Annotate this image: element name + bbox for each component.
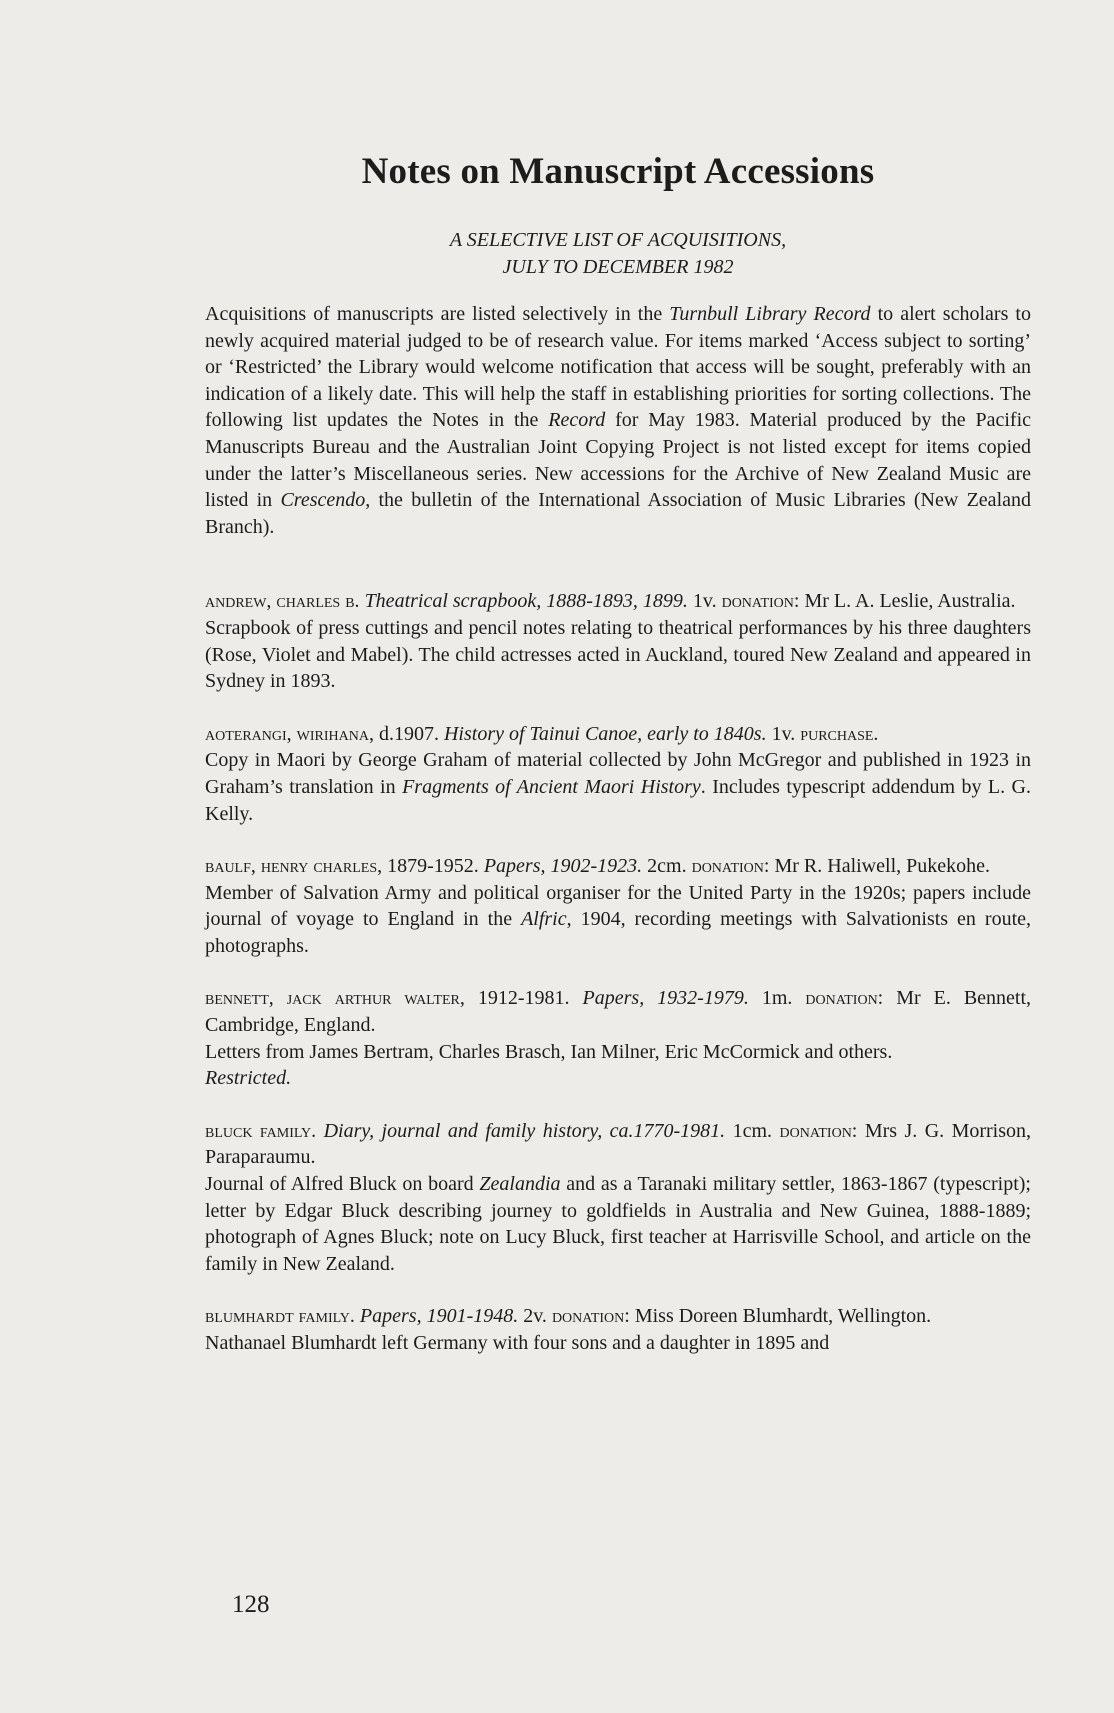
intro-paragraph [205,301,1031,540]
entry-source: Mr L. A. Leslie, Australia. [804,590,1016,613]
entry-acquisition-type: purchase. [800,722,879,745]
entry-dates: d.1907. [378,722,439,745]
entry-title: Papers, 1932-1979. [582,987,749,1010]
entry-title: Papers, 1902-1923. [483,855,643,878]
description-text: . Includes typescript addendum by L. G. Kelly. [205,775,1031,825]
entry-title: Diary, journal and family history, ca.1770-1981. [323,1119,726,1142]
entry-heading [205,588,1031,615]
entry-dates: 1912-1981. [477,987,570,1010]
entry-description: Scrapbook of press cuttings and pencil notes relating to theatrical performances by his three daughters (Rose, Violet and Mabel). The child actresses acted in Auckland, toured New Zealand and appeared in Sydney in 1893. [205,616,1031,693]
entry-extent: 1cm. [732,1119,773,1142]
accession-entry [205,588,1031,694]
entry-heading [205,985,1031,1038]
intro-italic: Turnbull Library Record [669,303,871,325]
entry-description [205,747,1031,827]
entry-description [205,1171,1031,1277]
description-italic: Zealandia [479,1173,561,1196]
accession-entry [205,853,1031,959]
entry-extent: 2v. [523,1305,547,1328]
entry-source: Mr E. Bennett, Cambridge, England. [205,987,1032,1037]
page-subtitle [205,227,1031,281]
entry-heading [205,1303,1031,1330]
entry-heading [205,721,1031,748]
entry-name: blumhardt family. [205,1305,355,1328]
intro-text: , the bulletin of the International Association of Music Libraries (New Zealand Branch). [205,489,1031,538]
entry-description: Nathanael Blumhardt left Germany with four sons and a daughter in 1895 and [205,1332,830,1354]
entry-acquisition-type: donation: [805,987,884,1010]
entry-title: Papers, 1901-1948. [359,1305,519,1328]
entry-name: bluck family. [205,1119,317,1142]
subtitle-line-2: JULY TO DECEMBER 1982 [502,256,734,278]
entry-source: Miss Doreen Blumhardt, Wellington. [634,1305,932,1328]
intro-italic: Crescendo [280,489,366,512]
entry-acquisition-type: donation: [779,1119,858,1142]
entry-title: Theatrical scrapbook, 1888-1893, 1899. [364,590,688,613]
intro-text: Acquisitions of manuscripts are listed selectively in the [205,303,670,325]
description-text: Copy in Maori by George Graham of material collected by John McGregor and published in 1923 in Graham’s translation in [205,749,1031,798]
entry-extent: 2cm. [647,855,687,878]
description-text: Member of Salvation Army and political organiser for the United Party in the 1920s; papers include journal of voyage to England in the [205,881,1031,931]
entry-heading [205,853,1031,880]
entry-acquisition-type: donation: [721,590,800,613]
accession-entry [205,1118,1031,1278]
accession-entry [205,1303,1031,1356]
entry-source: Mrs J. G. Morrison, Paraparaumu. [205,1119,1032,1169]
entry-acquisition-type: donation: [551,1305,630,1328]
page-number: 128 [232,1591,270,1618]
subtitle-line-1: A SELECTIVE LIST OF ACQUISITIONS, [449,229,787,251]
entry-source: Mr R. Haliwell, Pukekohe. [774,855,990,878]
entry-name: bennett, jack arthur walter, [205,987,465,1010]
entry-name: andrew, charles b. [205,590,360,613]
description-text: and as a Taranaki military settler, 1863-1867 (typescript); letter by Edgar Bluck describing journey to goldfields in Australia and New Guinea, 1888-1889; photograph of Agnes Bluck; note on Lucy Bluck, first teacher at Harrisville School, and article on the family in New Zealand. [205,1173,1031,1275]
entry-extent: 1v. [692,590,717,613]
entry-dates: 1879-1952. [387,855,479,878]
entry-heading [205,1118,1031,1171]
description-text: , 1904, recording meetings with Salvationists en route, photographs. [205,908,1031,957]
accession-entry [205,721,1031,827]
intro-text: to alert scholars to newly acquired material judged to be of research value. For items marked ‘Access subject to sorting’ or ‘Restricted’ the Library would welcome notification that access will be sought, preferably with an indication of a likely date. This will help the staff in establishing priorities for sorting collections. The following list updates the Notes in the [205,303,1031,432]
entry-title: History of Tainui Canoe, early to 1840s. [443,722,767,745]
document-page [205,150,1031,1383]
entry-acquisition-type: donation: [691,855,770,878]
intro-italic: Record [548,409,606,432]
description-text: Journal of Alfred Bluck on board [205,1173,480,1196]
intro-text: for May 1983. Material produced by the Pacific Manuscripts Bureau and the Australian Joint Copying Project is not listed except for items copied under the latter’s Miscellaneous series. New accessions for the Archive of New Zealand Music are listed in [205,409,1031,512]
entry-description [205,880,1031,960]
entry-name: aoterangi, wirihana, [205,722,374,745]
accession-entry [205,985,1031,1091]
entry-access-note: Restricted. [205,1067,292,1090]
entry-description: Letters from James Bertram, Charles Brasch, Ian Milner, Eric McCormick and others. [205,1040,893,1063]
description-italic: Alfric [521,908,567,931]
entry-extent: 1v. [771,722,796,745]
description-italic: Fragments of Ancient Maori History [402,775,701,798]
entry-extent: 1m. [761,987,793,1010]
page-title: Notes on Manuscript Accessions [361,151,875,192]
entry-name: baulf, henry charles, [205,855,383,878]
